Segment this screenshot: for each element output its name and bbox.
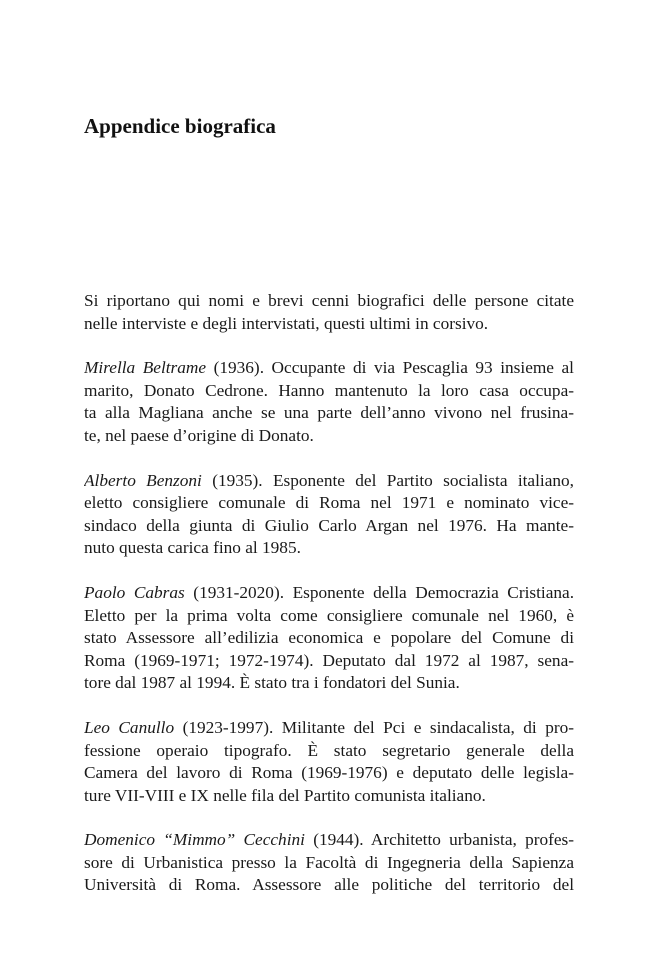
text-line: marito, Donato Cedrone. Hanno mantenuto la loro casa occupa- — [84, 380, 574, 400]
text-line: sindaco della giunta di Giulio Carlo Argan nel 1976. Ha mante- — [84, 515, 574, 535]
text-line — [84, 357, 574, 380]
text-line: te, nel paese d’origine di Donato. — [84, 425, 314, 445]
entry-text: (1931-2020). Esponente della Democrazia Cristiana. — [184, 582, 574, 602]
bio-entry-cabras — [84, 582, 574, 695]
entry-text: (1935). Esponente del Partito socialista italiano, — [201, 470, 574, 490]
entry-text: (1923-1997). Militante del Pci e sindacalista, di pro- — [174, 717, 574, 737]
text-line: nuto questa carica fino al 1985. — [84, 538, 301, 558]
page-title: Appendice biografica — [84, 114, 276, 138]
text-line — [84, 582, 574, 605]
text-line: fessione operaio tipografo. È stato segretario generale della — [84, 740, 574, 760]
text-line: Camera del lavoro di Roma (1969-1976) e deputato delle legisla- — [84, 763, 574, 783]
text-line — [84, 470, 574, 493]
text-line: tore dal 1987 al 1994. È stato tra i fondatori del Sunia. — [84, 673, 460, 693]
intro-paragraph — [84, 290, 574, 335]
person-name: Alberto Benzoni — [84, 470, 202, 490]
text-line: Si riportano qui nomi e brevi cenni biografici delle persone citate — [84, 291, 574, 310]
text-line — [84, 717, 574, 740]
bio-entry-canullo — [84, 717, 574, 807]
person-name: Domenico “Mimmo” Cecchini — [84, 830, 305, 850]
person-name: Mirella Beltrame — [84, 358, 207, 378]
person-name: Leo Canullo — [84, 717, 175, 737]
text-line: nelle interviste e degli intervistati, questi ultimi in corsivo. — [84, 313, 489, 333]
bio-entry-benzoni — [84, 470, 574, 560]
entry-text: (1944). Architetto urbanista, profes- — [304, 830, 574, 850]
text-line: Roma (1969-1971; 1972-1974). Deputato dal 1972 al 1987, sena- — [84, 650, 574, 670]
entry-text: (1936). Occupante di via Pescaglia 93 insieme al — [206, 358, 574, 378]
text-line: ture VII-VIII e IX nelle fila del Partito comunista italiano. — [84, 785, 486, 805]
body-text — [84, 290, 574, 919]
text-line: sore di Urbanistica presso la Facoltà di Ingegneria della Sapienza — [84, 852, 574, 872]
text-line: stato Assessore all’edilizia economica e popolare del Comune di — [84, 628, 574, 648]
bio-entry-beltrame — [84, 357, 574, 447]
text-line: Eletto per la prima volta come consigliere comunale nel 1960, è — [84, 605, 574, 625]
text-line: Università di Roma. Assessore alle politiche del territorio del — [84, 875, 574, 895]
bio-entry-cecchini — [84, 829, 574, 897]
text-line: eletto consigliere comunale di Roma nel 1971 e nominato vice- — [84, 493, 574, 513]
text-line — [84, 829, 574, 852]
person-name: Paolo Cabras — [84, 582, 185, 602]
text-line: ta alla Magliana anche se una parte dell’anno vivono nel frusina- — [84, 403, 574, 423]
